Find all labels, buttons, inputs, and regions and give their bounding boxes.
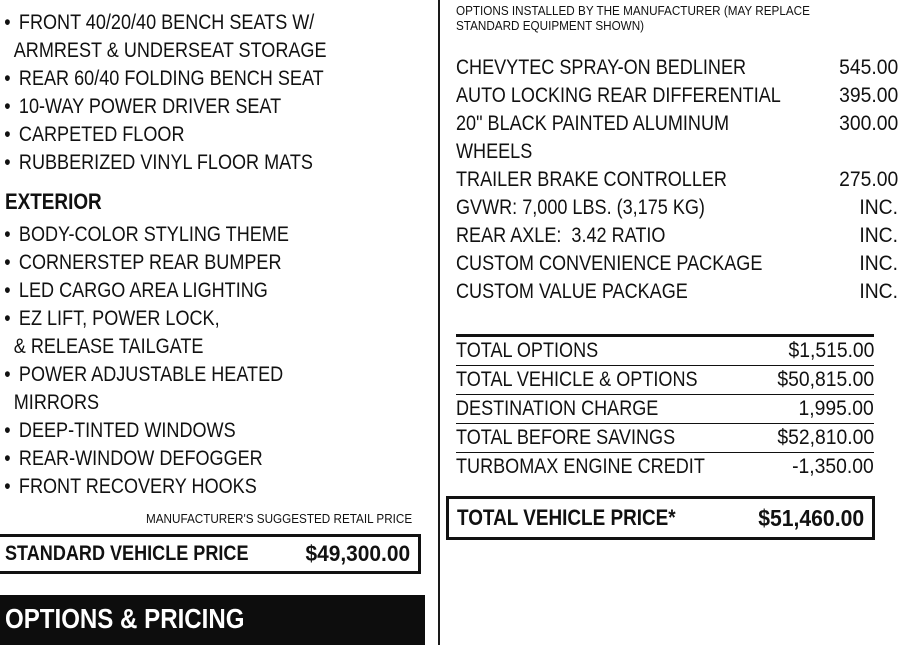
options-pricing-banner xyxy=(0,595,425,645)
table-row: CUSTOM VALUE PACKAGE INC. xyxy=(456,280,898,303)
msrp-label: MANUFACTURER'S SUGGESTED RETAIL PRICE xyxy=(146,511,413,526)
feature-item: • 10-WAY POWER DRIVER SEAT xyxy=(0,93,327,121)
table-row: REAR AXLE: 3.42 RATIO INC. xyxy=(456,224,898,247)
table-row: DESTINATION CHARGE 1,995.00 xyxy=(456,395,874,424)
table-row: 20" BLACK PAINTED ALUMINUM WHEELS 300.00 xyxy=(456,112,898,163)
total-vehicle-price-box xyxy=(446,496,875,540)
feature-item: • CORNERSTEP REAR BUMPER xyxy=(0,249,289,277)
feature-item: • LED CARGO AREA LIGHTING xyxy=(0,277,289,305)
exterior-feature-list xyxy=(0,221,336,501)
table-row: GVWR: 7,000 LBS. (3,175 KG) INC. xyxy=(456,196,898,219)
totals-table xyxy=(456,334,874,481)
standard-price-value: $49,300.00 xyxy=(305,541,410,566)
standard-price-label: STANDARD VEHICLE PRICE xyxy=(5,542,249,565)
column-divider xyxy=(438,0,440,645)
table-row: TURBOMAX ENGINE CREDIT -1,350.00 xyxy=(456,455,874,478)
feature-item: • BODY-COLOR STYLING THEME xyxy=(0,221,289,249)
total-vehicle-price-label: TOTAL VEHICLE PRICE* xyxy=(457,505,676,530)
table-row: TRAILER BRAKE CONTROLLER 275.00 xyxy=(456,168,898,191)
standard-price-box xyxy=(0,534,421,574)
feature-item: • POWER ADJUSTABLE HEATED MIRRORS xyxy=(0,361,289,417)
interior-feature-list xyxy=(0,9,380,177)
options-pricing-title: OPTIONS & PRICING xyxy=(5,603,245,634)
feature-item: • REAR-WINDOW DEFOGGER xyxy=(0,445,289,473)
table-row: TOTAL VEHICLE & OPTIONS $50,815.00 xyxy=(456,366,874,395)
table-row: CHEVYTEC SPRAY-ON BEDLINER 545.00 xyxy=(456,56,898,79)
options-table xyxy=(456,54,898,306)
feature-item: • CARPETED FLOOR xyxy=(0,121,327,149)
options-note: OPTIONS INSTALLED BY THE MANUFACTURER (MAY REPLACE STANDARD EQUIPMENT SHOWN) xyxy=(456,3,810,33)
table-row: TOTAL BEFORE SAVINGS $52,810.00 xyxy=(456,424,874,453)
table-row: CUSTOM CONVENIENCE PACKAGE INC. xyxy=(456,252,898,275)
total-vehicle-price-value: $51,460.00 xyxy=(758,505,864,531)
feature-item: • EZ LIFT, POWER LOCK, & RELEASE TAILGATE xyxy=(0,305,289,361)
feature-item: • DEEP-TINTED WINDOWS xyxy=(0,417,289,445)
exterior-heading: EXTERIOR xyxy=(5,189,102,214)
table-row: TOTAL OPTIONS $1,515.00 xyxy=(456,336,874,366)
feature-item: • REAR 60/40 FOLDING BENCH SEAT xyxy=(0,65,327,93)
feature-item: • RUBBERIZED VINYL FLOOR MATS xyxy=(0,149,327,177)
feature-item: • FRONT 40/20/40 BENCH SEATS W/ ARMREST & UNDERSEAT STORAGE xyxy=(0,9,327,65)
feature-item: • FRONT RECOVERY HOOKS xyxy=(0,473,289,501)
table-row: AUTO LOCKING REAR DIFFERENTIAL 395.00 xyxy=(456,84,898,107)
